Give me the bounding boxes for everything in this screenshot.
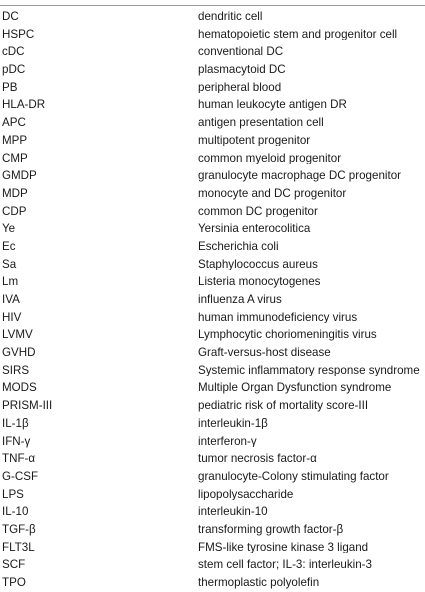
abbreviation-cell: HIV	[2, 310, 22, 324]
abbreviation-cell: HLA-DR	[2, 98, 46, 112]
definition-cell: Systemic inflammatory response syndrome	[198, 364, 420, 377]
table-row	[0, 503, 425, 521]
table-row	[0, 203, 425, 221]
table-row	[0, 273, 425, 291]
abbreviation-cell: MODS	[2, 381, 37, 395]
abbreviation-cell: GVHD	[2, 346, 36, 360]
abbreviation-cell: LVMV	[2, 328, 33, 342]
abbreviation-cell: TNF-α	[2, 452, 36, 466]
table-row	[0, 167, 425, 185]
abbreviation-cell: DC	[2, 10, 19, 24]
definition-cell: lipopolysaccharide	[198, 488, 294, 501]
definition-cell: interleukin-10	[198, 506, 268, 518]
table-row	[0, 344, 425, 362]
table-row	[0, 150, 425, 168]
definition-cell: interleukin-1β	[198, 417, 268, 430]
table-row	[0, 521, 425, 539]
definition-cell: common myeloid progenitor	[198, 152, 342, 165]
table-row	[0, 309, 425, 327]
table-row	[0, 450, 425, 468]
abbreviation-cell: SIRS	[2, 363, 30, 377]
table-row	[0, 362, 425, 380]
definition-cell: plasmacytoid DC	[198, 64, 286, 76]
definition-cell: Multiple Organ Dysfunction syndrome	[198, 382, 392, 395]
definition-cell: granulocyte macrophage DC progenitor	[198, 170, 402, 182]
definition-cell: Graft-versus-host disease	[198, 347, 331, 359]
definition-cell: dendritic cell	[198, 11, 263, 23]
abbreviation-cell: cDC	[2, 45, 25, 59]
table-row	[0, 114, 425, 132]
abbreviation-cell: GMDP	[2, 169, 37, 183]
definition-cell: common DC progenitor	[198, 205, 318, 218]
table-row	[0, 61, 425, 79]
table-row	[0, 291, 425, 309]
abbreviation-cell: TGF-β	[2, 522, 36, 536]
definition-cell: Staphylococcus aureus	[198, 258, 318, 271]
table-row	[0, 326, 425, 344]
abbreviation-cell: CMP	[2, 151, 28, 165]
definition-cell: conventional DC	[198, 46, 284, 59]
abbreviation-cell: IL-10	[2, 505, 29, 519]
abbreviation-cell: CDP	[2, 204, 27, 218]
table-row	[0, 379, 425, 397]
abbreviation-cell: pDC	[2, 63, 26, 77]
table-row	[0, 185, 425, 203]
abbreviation-cell: Lm	[2, 275, 19, 289]
definition-cell: Listeria monocytogenes	[198, 276, 321, 288]
table-row	[0, 468, 425, 486]
definition-cell: Yersinia enterocolitica	[198, 223, 311, 235]
abbreviation-cell: APC	[2, 116, 26, 130]
definition-cell: hematopoietic stem and progenitor cell	[198, 28, 398, 41]
table-row	[0, 79, 425, 97]
abbreviation-cell: LPS	[2, 487, 24, 501]
definition-cell: multipotent progenitor	[198, 134, 311, 147]
abbreviation-cell: PB	[2, 80, 18, 94]
table-row	[0, 397, 425, 415]
table-row	[0, 26, 425, 44]
table-row	[0, 43, 425, 61]
definition-cell: stem cell factor; IL-3: interleukin-3	[198, 559, 372, 571]
table-row	[0, 486, 425, 504]
definition-cell: tumor necrosis factor-α	[198, 453, 317, 465]
abbreviation-cell: PRISM-III	[2, 399, 53, 413]
table-row	[0, 539, 425, 557]
definition-cell: Escherichia coli	[198, 240, 279, 253]
abbreviation-cell: FLT3L	[2, 540, 35, 554]
definition-cell: interferon-γ	[198, 435, 257, 448]
table-row	[0, 574, 425, 592]
definition-cell: Lymphocytic choriomeningitis virus	[198, 329, 377, 342]
abbreviation-cell: IL-1β	[2, 416, 29, 430]
abbreviation-cell: Ec	[2, 239, 16, 253]
table-row	[0, 433, 425, 451]
abbreviation-cell: MPP	[2, 133, 28, 147]
definition-cell: human leukocyte antigen DR	[198, 99, 347, 112]
abbreviation-cell: HSPC	[2, 27, 35, 41]
abbreviation-cell: IVA	[2, 293, 20, 307]
definition-cell: antigen presentation cell	[198, 117, 324, 129]
definition-cell: transforming growth factor-β	[198, 523, 344, 536]
table-row	[0, 415, 425, 433]
table-row	[0, 220, 425, 238]
table-row	[0, 556, 425, 574]
definition-cell: thermoplastic polyolefin	[198, 577, 320, 589]
definition-cell: FMS-like tyrosine kinase 3 ligand	[198, 541, 369, 554]
table-row	[0, 96, 425, 114]
abbreviation-cell: Sa	[2, 257, 17, 271]
abbreviation-cell: TPO	[2, 576, 26, 590]
abbreviation-cell: G-CSF	[2, 469, 39, 483]
table-top-rule	[0, 5, 425, 6]
definition-cell: peripheral blood	[198, 81, 282, 94]
abbreviation-cell: SCF	[2, 558, 26, 572]
abbreviation-cell: Ye	[2, 222, 16, 236]
table-row	[0, 256, 425, 274]
table-body	[0, 8, 425, 592]
table-row	[0, 132, 425, 150]
table-row	[0, 8, 425, 26]
definition-cell: monocyte and DC progenitor	[198, 187, 347, 200]
abbreviation-cell: MDP	[2, 186, 28, 200]
abbreviation-cell: IFN-γ	[2, 434, 31, 448]
definition-cell: pediatric risk of mortality score-III	[198, 400, 369, 412]
definition-cell: granulocyte-Colony stimulating factor	[198, 470, 389, 483]
table-row	[0, 238, 425, 256]
definition-cell: human immunodeficiency virus	[198, 311, 358, 324]
definition-cell: influenza A virus	[198, 294, 282, 306]
